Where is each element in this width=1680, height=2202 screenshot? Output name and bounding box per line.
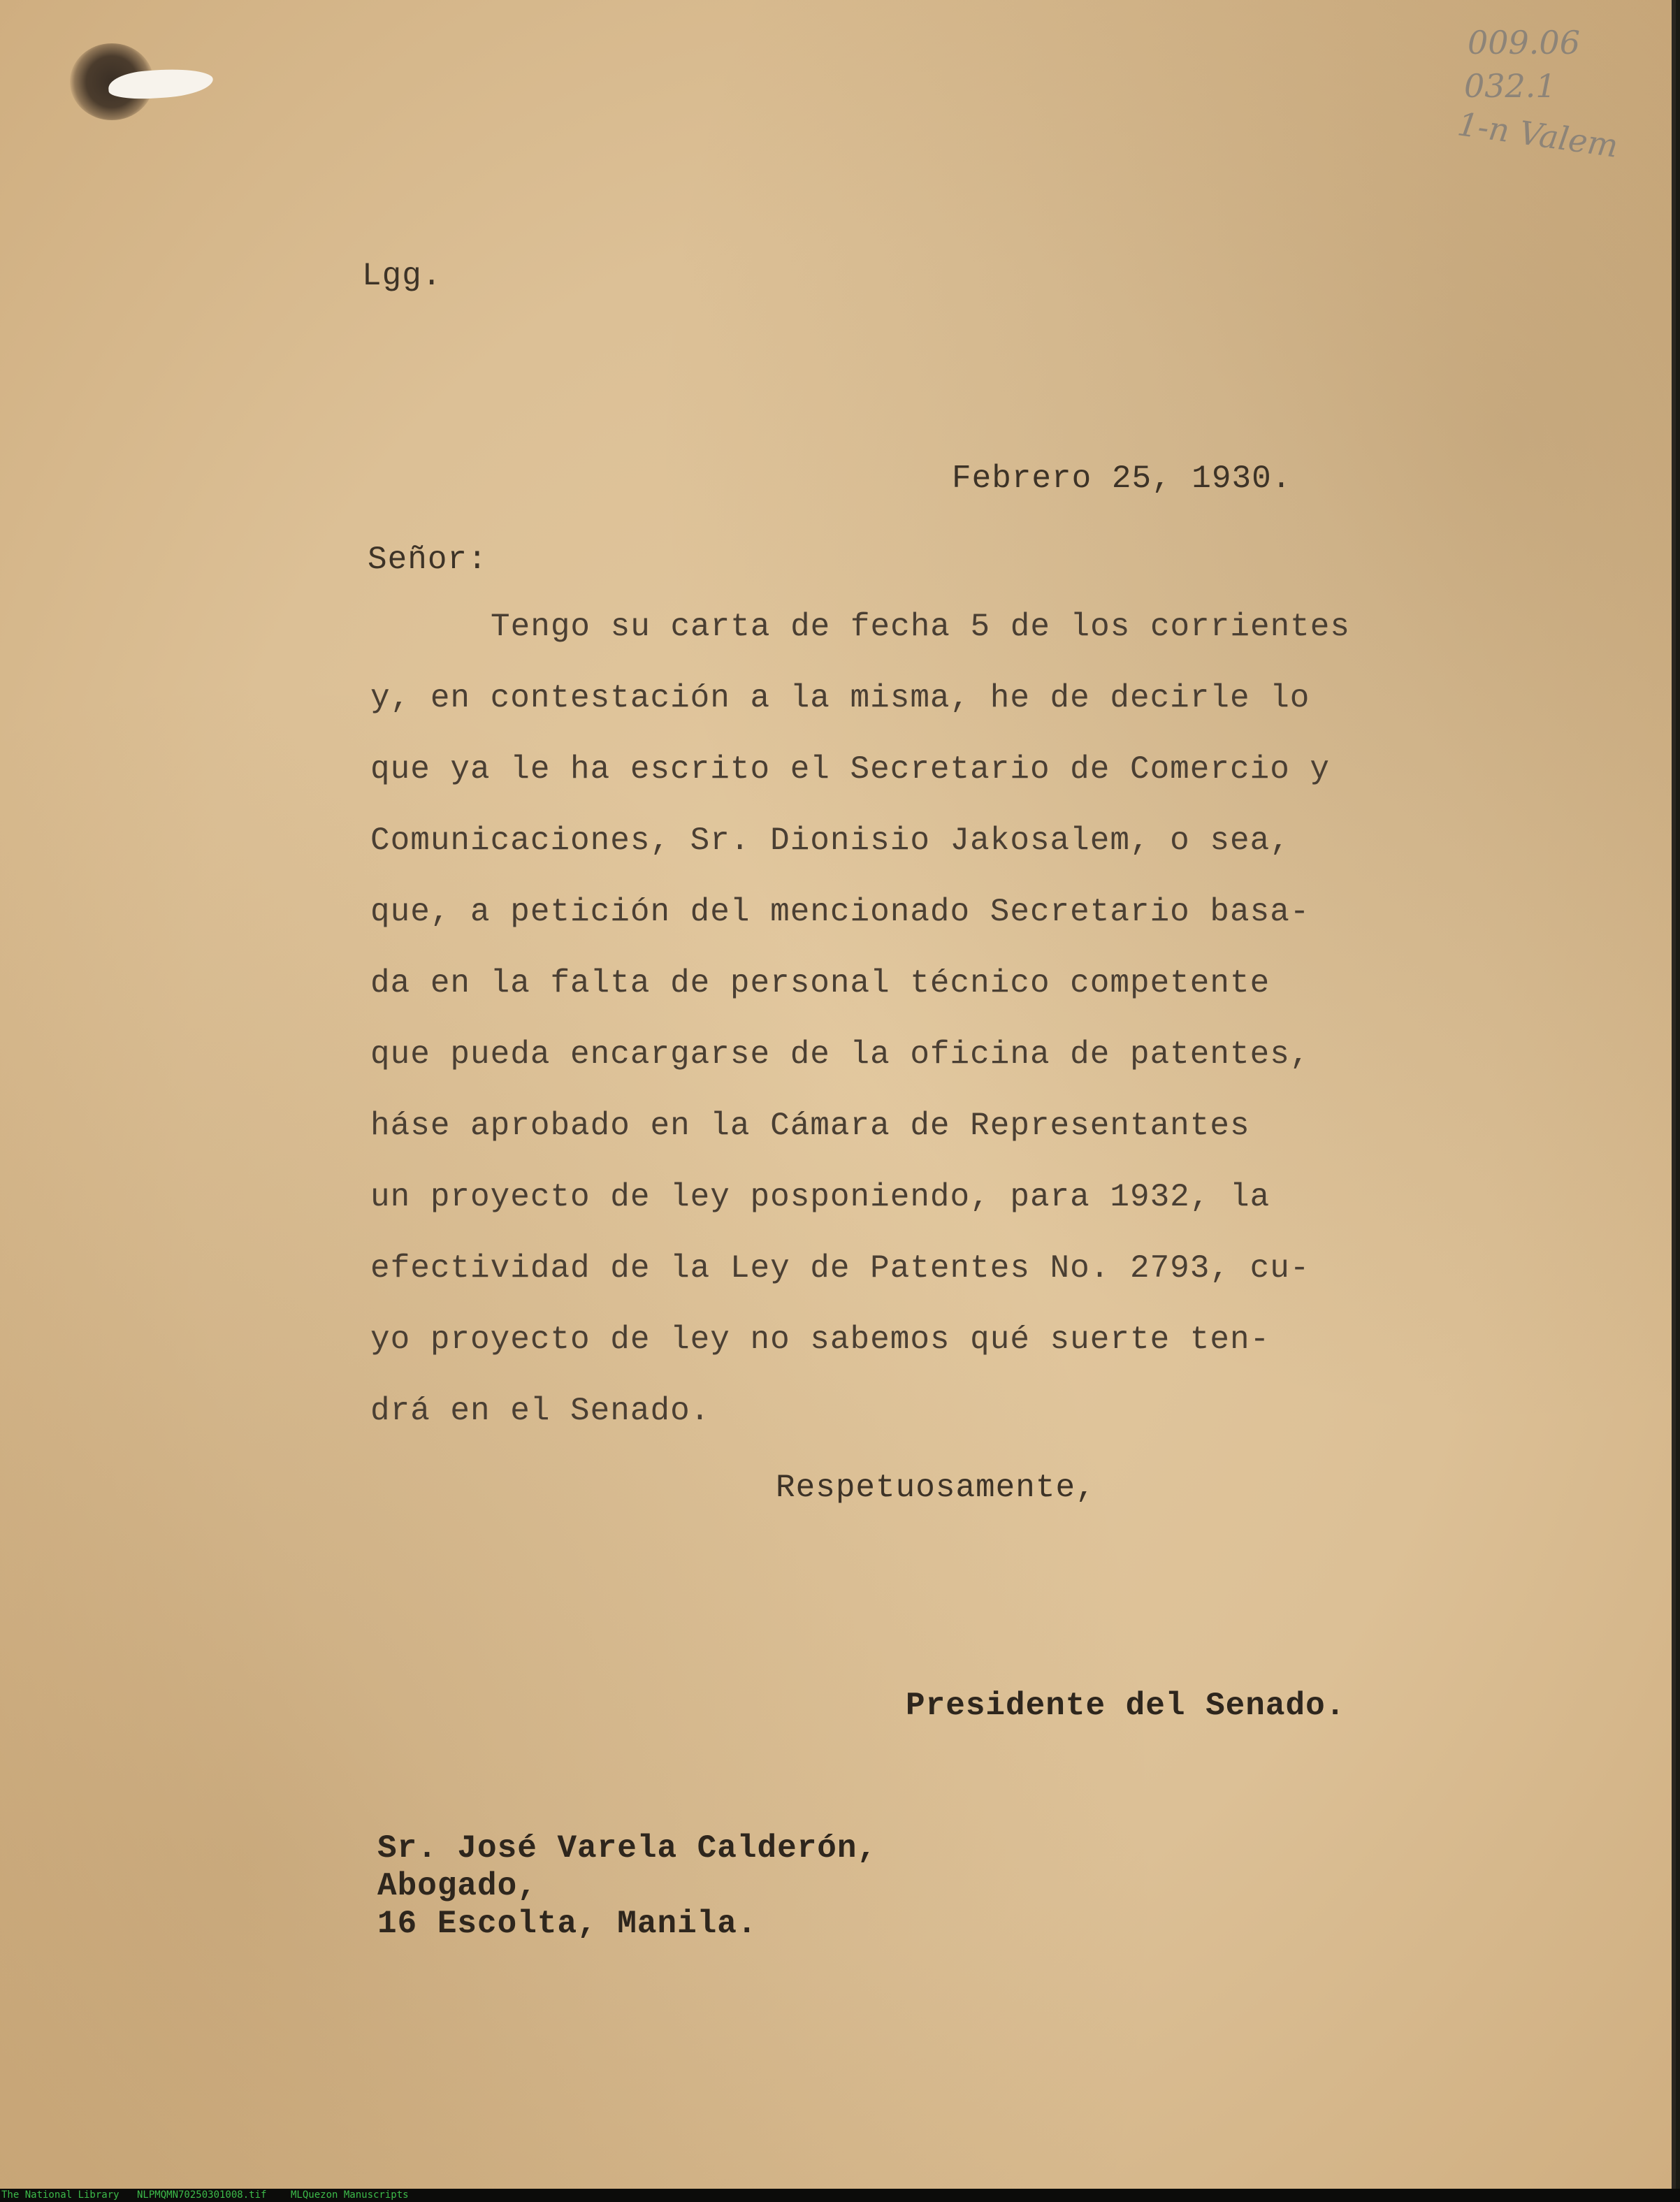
archive-note-2: 032.1: [1464, 67, 1556, 105]
body-line-2: y, en contestación a la misma, he de decirle lo: [370, 680, 1310, 716]
recipient-name: Sr. José Varela Calderón,: [377, 1830, 878, 1867]
body-line-1: Tengo su carta de fecha 5 de los corrientes: [491, 609, 1350, 645]
body-line-10: efectividad de la Ley de Patentes No. 2793, cu-: [370, 1250, 1310, 1287]
body-line-4: Comunicaciones, Sr. Dionisio Jakosalem, o sea,: [370, 823, 1290, 859]
body-line-9: un proyecto de ley posponiendo, para 1932, la: [370, 1179, 1270, 1215]
body-line-3: que ya le ha escrito el Secretario de Comercio y: [370, 751, 1331, 788]
reference-initials: Lgg.: [362, 258, 442, 294]
body-line-11: yo proyecto de ley no sabemos qué suerte ten-: [370, 1321, 1270, 1358]
body-line-6: da en la falta de personal técnico competente: [370, 965, 1270, 1001]
archive-note-1: 009.06: [1468, 24, 1580, 61]
letter-date: Febrero 25, 1930.: [952, 461, 1292, 497]
body-line-12: drá en el Senado.: [370, 1393, 711, 1429]
footer-collection: MLQuezon Manuscripts: [291, 2189, 409, 2201]
archive-note-3: 1-n Valem: [1455, 105, 1621, 165]
body-line-5: que, a petición del mencionado Secretario basa-: [370, 894, 1310, 930]
recipient-address: 16 Escolta, Manila.: [377, 1906, 758, 1942]
signature-title: Presidente del Senado.: [906, 1688, 1346, 1724]
recipient-title: Abogado,: [377, 1868, 537, 1904]
footer-filename: NLPMQMN70250301008.tif: [137, 2189, 267, 2201]
body-line-8: háse aprobado en la Cámara de Representantes: [370, 1108, 1250, 1144]
body-line-7: que pueda encargarse de la oficina de patentes,: [370, 1036, 1310, 1073]
salutation: Señor:: [368, 542, 488, 578]
page-edge: [1672, 0, 1676, 2189]
footer-library: The National Library: [1, 2189, 120, 2201]
scan-footer: [0, 2189, 1680, 2202]
closing: Respetuosamente,: [776, 1470, 1096, 1506]
